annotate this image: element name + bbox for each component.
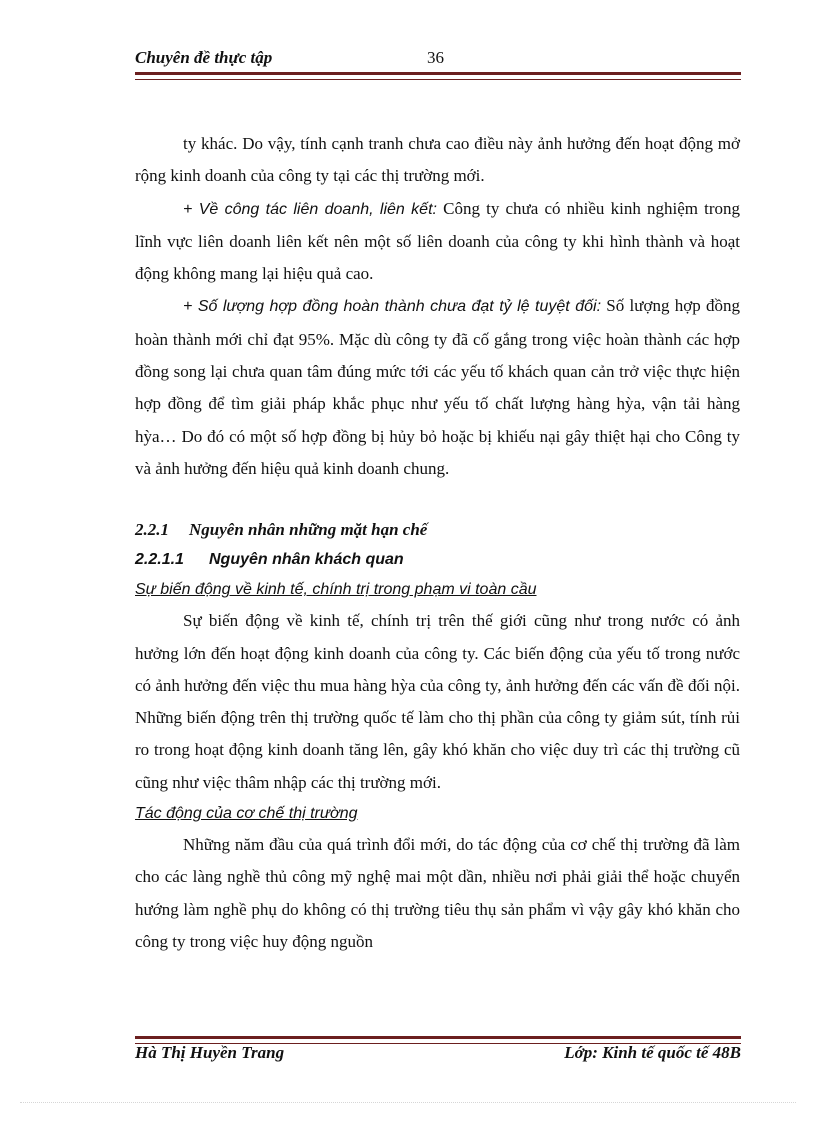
paragraph-market: Những năm đầu của quá trình đổi mới, do tác động của cơ chế thị trường đã làm cho các làng nghề thủ công mỹ nghệ mai một dần, nhiều nơi phải giải thể hoặc chuyển hướng làm nghề phụ do không có thị trường tiêu thụ sản phẩm vì vậy gây khó khăn cho công ty trong việc huy động nguồn [135,835,740,951]
paragraph-contracts-text: Số lượng hợp đồng hoàn thành mới chỉ đạt 95%. Mặc dù công ty đã cố gắng trong việc hoàn thành các hợp đồng song lại chưa quan tâm đúng mức tới các yếu tố khách quan cản trở việc thực hiện hợp đồng để tìm giải pháp khắc phục như yếu tố chất lượng hàng hỳa, vận tải hàng hỳa… Do đó có một số hợp đồng bị hủy bỏ hoặc bị khiếu nại gây thiệt hại cho Công ty và ảnh hưởng đến hiệu quả kinh doanh chung. [135,296,740,478]
header-rule [135,72,741,80]
page-body [135,128,740,958]
page-edge-dotted-line [20,1102,796,1103]
subsection-heading [135,545,740,575]
page-number: 36 [427,48,444,67]
footer-author: Hà Thị Huyền Trang [135,1043,285,1062]
paragraph-global: Sự biến động về kinh tế, chính trị trên thế giới cũng như trong nước có ảnh hưởng lớn đến hoạt động kinh doanh của công ty. Các biến động của yếu tố trong nước có ảnh hưởng đến việc thu mua hàng hỳa của công ty, ảnh hưởng đến các vấn đề đối nội. Những biến động trên thị trường quốc tế làm cho thị phần của công ty giảm sút, tính rủi ro trong hoạt động kinh doanh tăng lên, gây khó khăn cho việc duy trì các thị trường cũ cũng như việc thâm nhập các thị trường mới. [135,611,740,792]
paragraph-contracts-label: + Số lượng hợp đồng hoàn thành chưa đạt tỷ lệ tuyệt đối: [183,298,602,316]
page-footer [135,1043,741,1067]
paragraph-contracts [135,290,740,485]
section-number: 2.2.1 [135,520,169,540]
subsection-title: Nguyên nhân khách quan [209,551,404,569]
footer-class: Lớp: Kinh tế quốc tế 48B [564,1043,741,1062]
paragraph-joint-venture-label: + Về công tác liên doanh, liên kết: [183,200,437,218]
paragraph-joint-venture [135,193,740,291]
subsection-number: 2.2.1.1 [135,551,184,569]
section-heading [135,515,740,545]
header-title: Chuyên đề thực tập [135,48,273,67]
section-title: Nguyên nhân những mặt hạn chế [189,520,428,540]
paragraph-joint-venture-text: Công ty chưa có nhiều kinh nghiệm trong lĩnh vực liên doanh liên kết nên một số liên doanh của công ty khi hình thành và hoạt động không mang lại hiệu quả cao. [135,198,741,284]
topic-heading-market: Tác động của cơ chế thị trường [135,805,358,823]
paragraph-continuation: ty khác. Do vậy, tính cạnh tranh chưa cao điều này ảnh hưởng đến hoạt động mở rộng kinh doanh của công ty tại các thị trường mới. [135,134,740,186]
topic-heading-global: Sự biến động về kinh tế, chính trị trong phạm vi toàn cầu [135,581,537,599]
page-header [135,48,741,72]
